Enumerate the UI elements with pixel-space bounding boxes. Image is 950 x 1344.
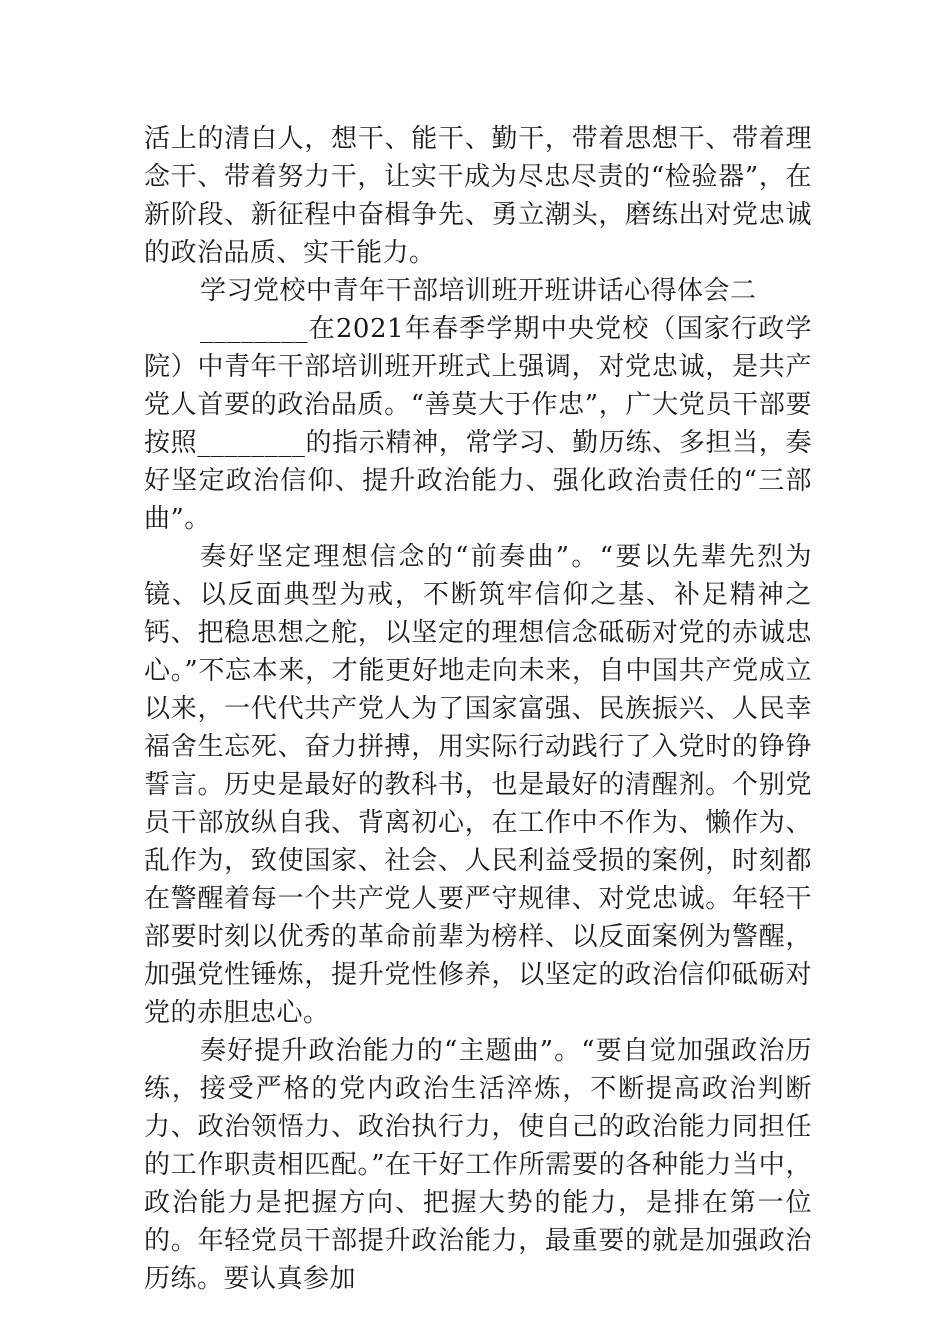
- paragraph-ideals: 奏好坚定理想信念的“前奏曲”。“要以先辈先烈为镜、以反面典型为戒，不断筑牢信仰之基、补足精神之钙、把稳思想之舵，以坚定的理想信念砥砺对党的赤诚忠心。”不忘本来，才能更好地走向未来，自中国共产党成立以来，一代代共产党人为了国家富强、民族振兴、人民幸福舍生忘死、奋力拼搏，用实际行动践行了入党时的铮铮誓言。历史是最好的教科书，也是最好的清醒剂。个别党员干部放纵自我、背离初心，在工作中不作为、懒作为、乱作为，致使国家、社会、人民利益受损的案例，时刻都在警醒着每一个共产党人要严守规律、对党忠诚。年轻干部要时刻以优秀的革命前辈为榜样、以反面案例为警醒，加强党性锤炼，提升党性修养，以坚定的政治信仰砥砺对党的赤胆忠心。: [144, 542, 812, 1028]
- paragraph-continuation: 活上的清白人，想干、能干、勤干，带着思想干、带着理念干、带着努力干，让实干成为尽忠尽责的“检验器”，在新阶段、新征程中奋楫争先、勇立潮头，磨练出对党忠诚的政治品质、实干能力。: [144, 124, 812, 268]
- document-body: [144, 120, 812, 1298]
- paragraph-political-ability: 奏好提升政治能力的“主题曲”。“要自觉加强政治历练，接受严格的党内政治生活淬炼，不断提高政治判断力、政治领悟力、政治执行力，使自己的政治能力同担任的工作职责相匹配。”在干好工作所需要的各种能力当中，政治能力是把握方向、把握大势的能力，是排在第一位的。年轻党员干部提升政治能力，最重要的就是加强政治历练。要认真参加: [144, 1036, 812, 1294]
- paragraph-intro: ________在2021年春季学期中央党校（国家行政学院）中青年干部培训班开班式上强调，对党忠诚，是共产党人首要的政治品质。“善莫大于作忠”，广大党员干部要按照________的指示精神，常学习、勤历练、多担当，奏好坚定政治信仰、提升政治能力、强化政治责任的“三部曲”。: [144, 314, 812, 534]
- section-heading: 学习党校中青年干部培训班开班讲话心得体会二: [200, 276, 757, 306]
